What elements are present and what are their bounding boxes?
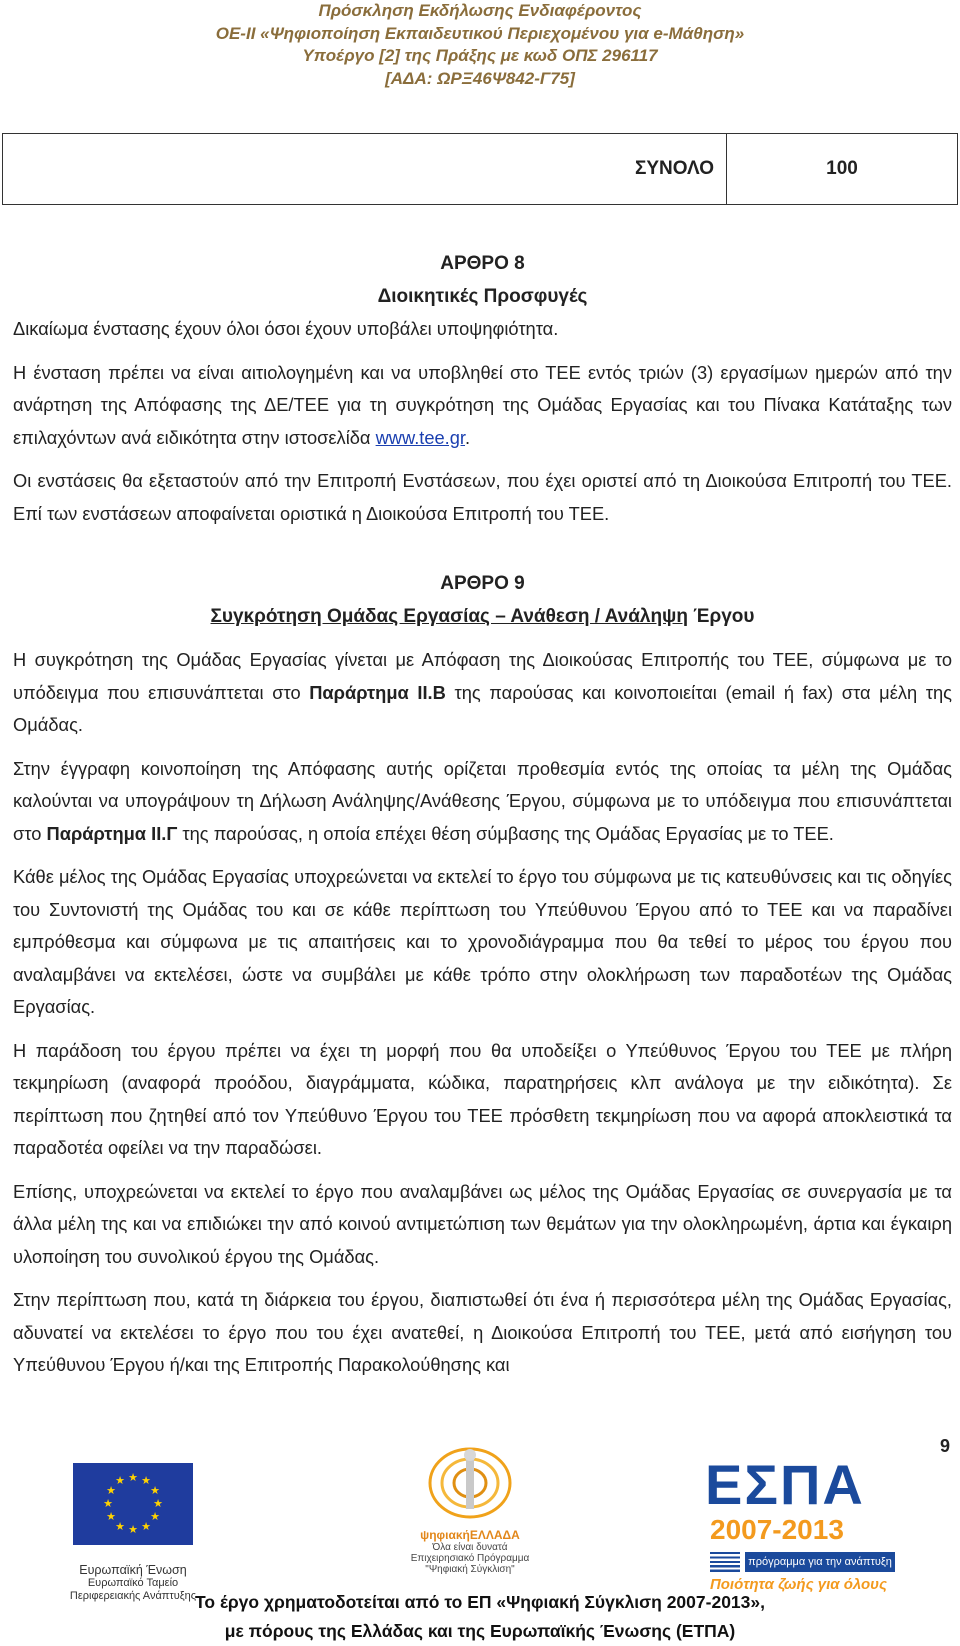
funding-line-2: με πόρους της Ελλάδας και της Ευρωπαϊκής Ένωσης (ΕΤΠΑ)	[224, 1621, 736, 1641]
svg-text:★: ★	[149, 1484, 160, 1497]
digital-greece-slogan: Όλα είναι δυνατά	[432, 1542, 508, 1553]
digital-greece-programme-name: "Ψηφιακή Σύγκλιση"	[425, 1564, 515, 1575]
eu-caption-line-2: Ευρωπαϊκό Ταμείο	[87, 1577, 179, 1589]
article-8-title: Διοικητικές Προσφυγές	[377, 285, 588, 307]
article-8-paragraph-2-text: Η ένσταση πρέπει να είναι αιτιολογημένη και να υποβληθεί στο ΤΕΕ εντός τριών (3) εργασίμων ημερών από την ανάρτηση της Απόφασης της ΔΕ/ΤΕΕ για τη συγκρότηση της Ομάδας Εργασίας και του Πίνακα Κατάταξης των επιλαχόντων ανά ειδικότητα στην ιστοσελίδα	[13, 361, 952, 448]
svg-text:★: ★	[102, 1497, 113, 1510]
total-table	[2, 133, 958, 205]
funding-footer	[0, 1588, 960, 1646]
tee-website-link[interactable]: www.tee.gr	[375, 426, 466, 448]
svg-text:★: ★	[140, 1474, 151, 1487]
funding-line-1: Το έργο χρηματοδοτείται από το ΕΠ «Ψηφιακή Σύγκλιση 2007-2013»,	[195, 1592, 765, 1612]
header-line-4: [ΑΔΑ: ΩΡΞ46Ψ842-Γ75]	[385, 68, 575, 88]
espa-logo	[705, 1453, 945, 1593]
article-9-title-end: Έργου	[687, 605, 755, 627]
article-8-paragraph-2	[13, 357, 952, 455]
article-9-number: ΑΡΘΡΟ 9	[440, 573, 525, 594]
eu-caption-line-1: Ευρωπαϊκή Ένωση	[79, 1563, 187, 1577]
article-8-number: ΑΡΘΡΟ 8	[440, 253, 525, 274]
greek-flag-icon	[710, 1552, 740, 1572]
annex-2b-reference: Παράρτημα ΙΙ.Β	[309, 681, 446, 703]
eu-logo	[70, 1463, 195, 1563]
digital-greece-programme: Επιχειρησιακό Πρόγραμμα	[410, 1553, 530, 1564]
svg-text:★: ★	[105, 1484, 116, 1497]
espa-title: ΕΣΠΑ	[705, 1453, 865, 1516]
article-9-paragraph-3: Κάθε μέλος της Ομάδας Εργασίας υποχρεώνεται να εκτελεί το έργο του σύμφωνα με τις κατευθύνσεις και τις οδηγίες του Συντονιστή της Ομάδας του και σε κάθε περίπτωση του Υπεύθυνου Έργου από το ΤΕΕ και να παραδίνει εμπρόθεσμα και σύμφωνα με τις απαιτήσεις και το χρονοδιάγραμμα που θα τεθεί το μέρος του έργου που αναλαμβάνει να εκτελέσει, ώστε να συμβάλει με κάθε τρόπο στην ολοκλήρωση των παραδοτέων της Ομάδας Εργασίας.	[13, 866, 952, 1017]
svg-text:★: ★	[152, 1497, 163, 1510]
article-9-paragraph-5: Επίσης, υποχρεώνεται να εκτελεί το έργο που αναλαμβάνει ως μέλος της Ομάδας Εργασίας σε συνεργασία με τα άλλα μέλη της και να επιδιώκει την από κοινού αντιμετώπιση των θεμάτων για την ολοκληρωμένη, άρτια και έγκαιρη υλοποίηση του συνολικού έργου της Ομάδας.	[13, 1180, 952, 1267]
svg-text:★: ★	[127, 1471, 138, 1484]
article-9-p1-text: Η συγκρότηση της Ομάδας Εργασίας γίνεται με Απόφαση της Διοικούσας Επιτροπής του ΤΕΕ, σύμφωνα με το υπόδειγμα που επισυνάπτεται στο	[13, 649, 952, 703]
digital-greece-brand: ψηφιακήΕΛΛΑΔΑ	[420, 1528, 520, 1542]
article-9-p2-text: Στην έγγραφη κοινοποίηση της Απόφασης αυτής ορίζεται προθεσμία εντός της οποίας τα μέλη της Ομάδας καλούνται να υπογράψουν τη Δήλωση Ανάληψης/Ανάθεσης Έργου, σύμφωνα με το υπόδειγμα που επισυνάπτεται στο	[13, 757, 952, 844]
digital-greece-logo	[400, 1443, 540, 1593]
page-number: 9	[939, 1436, 950, 1456]
article-9-p1-end: της παρούσας και κοινοποιείται (email ή fax) στα μέλη της Ομάδας.	[13, 681, 952, 735]
header-line-3: Υποέργο [2] της Πράξης με κωδ ΟΠΣ 296117	[302, 46, 658, 65]
header-line-1: Πρόσκληση Εκδήλωσης Ενδιαφέροντος	[318, 1, 642, 20]
annex-2c-reference: Παράρτημα ΙΙ.Γ	[46, 822, 178, 844]
article-9-paragraph-1	[13, 644, 952, 742]
document-header	[0, 0, 960, 90]
eu-stars-icon	[73, 1463, 193, 1545]
article-9-paragraph-4: Η παράδοση του έργου πρέπει να έχει τη μορφή που θα υποδείξει ο Υπεύθυνος Έργου του ΤΕΕ με πλήρη τεκμηρίωση (αναφορά προόδου, διαγράμματα, κώδικα, παρατηρήσεις κλπ ανάλογα με την ειδικότητα). Σε περίπτωση που ζητηθεί από τον Υπεύθυνο Έργου του ΤΕΕ πρόσθετη τεκμηρίωση που να αφορά αποκλειστικά τα παραδοτέα οφείλει να την παραδώσει.	[13, 1039, 952, 1158]
svg-text:★: ★	[140, 1520, 151, 1533]
article-8-paragraph-2-end: .	[465, 426, 471, 448]
article-9-title-underlined: Συγκρότηση Ομάδας Εργασίας – Ανάθεση / Ανάληψη	[210, 605, 688, 627]
svg-text:★: ★	[149, 1510, 160, 1523]
article-9-title	[13, 601, 952, 634]
document-body	[13, 248, 952, 1382]
espa-slogan: πρόγραμμα για την ανάπτυξη	[745, 1552, 895, 1572]
svg-text:★: ★	[114, 1474, 125, 1487]
espa-quality: Ποιότητα ζωής για όλους	[710, 1576, 888, 1593]
header-line-2: ΟΕ-ΙΙ «Ψηφιοποίηση Εκπαιδευτικού Περιεχομένου για e-Μάθηση»	[215, 23, 745, 43]
total-label: ΣΥΝΟΛΟ	[3, 134, 727, 204]
svg-text:★: ★	[105, 1510, 116, 1523]
svg-text:★: ★	[114, 1520, 125, 1533]
digital-greece-emblem-icon	[420, 1443, 520, 1523]
svg-text:★: ★	[127, 1523, 138, 1536]
article-8-paragraph-3: Οι ενστάσεις θα εξεταστούν από την Επιτροπή Ενστάσεων, που έχει οριστεί από τη Διοικούσα Επιτροπή του ΤΕΕ. Επί των ενστάσεων αποφαίνεται οριστικά η Διοικούσα Επιτροπή του ΤΕΕ.	[13, 470, 952, 524]
eu-caption-line-3: Περιφερειακής Ανάπτυξης	[69, 1590, 197, 1602]
eu-flag-icon	[73, 1463, 193, 1545]
total-value: 100	[826, 158, 858, 179]
article-8-paragraph-1: Δικαίωμα ένστασης έχουν όλοι όσοι έχουν υποβάλει υποψηφιότητα.	[13, 318, 559, 339]
article-9-p2-end: της παρούσας, η οποία επέχει θέση σύμβασης της Ομάδας Εργασίας με το ΤΕΕ.	[177, 822, 834, 844]
article-9-paragraph-6: Στην περίπτωση που, κατά τη διάρκεια του έργου, διαπιστωθεί ότι ένα ή περισσότερα μέλη της Ομάδας Εργασίας, αδυνατεί να εκτελέσει το έργο που του έχει ανατεθεί, η Διοικούσα Επιτροπή του ΤΕΕ, μετά από εισήγηση του Υπεύθυνου Έργου ή/και της Επιτροπής Παρακολούθησης και	[13, 1289, 952, 1375]
article-9-paragraph-2	[13, 753, 952, 851]
espa-years: 2007-2013	[710, 1514, 844, 1545]
